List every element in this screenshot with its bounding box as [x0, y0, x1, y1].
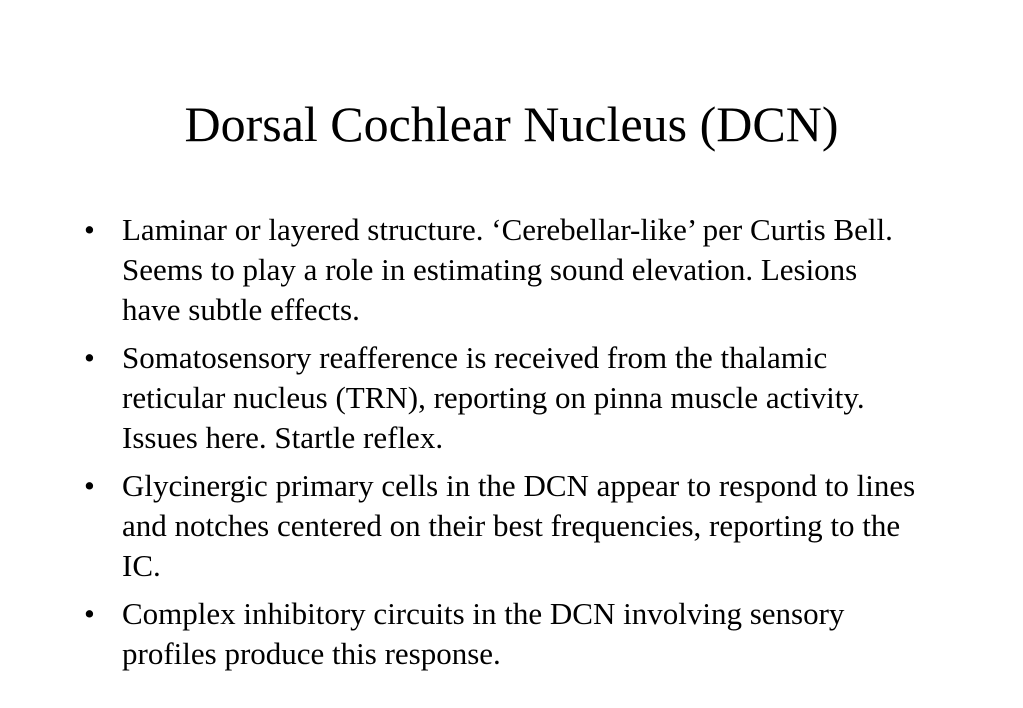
bullet-item	[80, 466, 920, 586]
bullet-item	[80, 210, 920, 330]
bullet-item	[80, 338, 920, 458]
bullet-marker: •	[84, 340, 95, 375]
bullet-item	[80, 594, 920, 674]
bullet-marker: •	[84, 596, 95, 631]
bullet-text: Complex inhibitory circuits in the DCN involving sensory profiles produce this response.	[122, 596, 845, 671]
slide-title: Dorsal Cochlear Nucleus (DCN)	[184, 96, 839, 152]
bullet-list	[80, 210, 920, 682]
bullet-text: Laminar or layered structure. ‘Cerebellar-like’ per Curtis Bell. Seems to play a role in estimating sound elevation. Lesions have subtle effects.	[122, 212, 893, 327]
bullet-text: Somatosensory reafference is received from the thalamic reticular nucleus (TRN), reporting on pinna muscle activity. Issues here. Startle reflex.	[122, 340, 865, 455]
bullet-marker: •	[84, 212, 95, 247]
bullet-marker: •	[84, 468, 95, 503]
bullet-text: Glycinergic primary cells in the DCN appear to respond to lines and notches centered on their best frequencies, reporting to the IC.	[122, 468, 916, 583]
